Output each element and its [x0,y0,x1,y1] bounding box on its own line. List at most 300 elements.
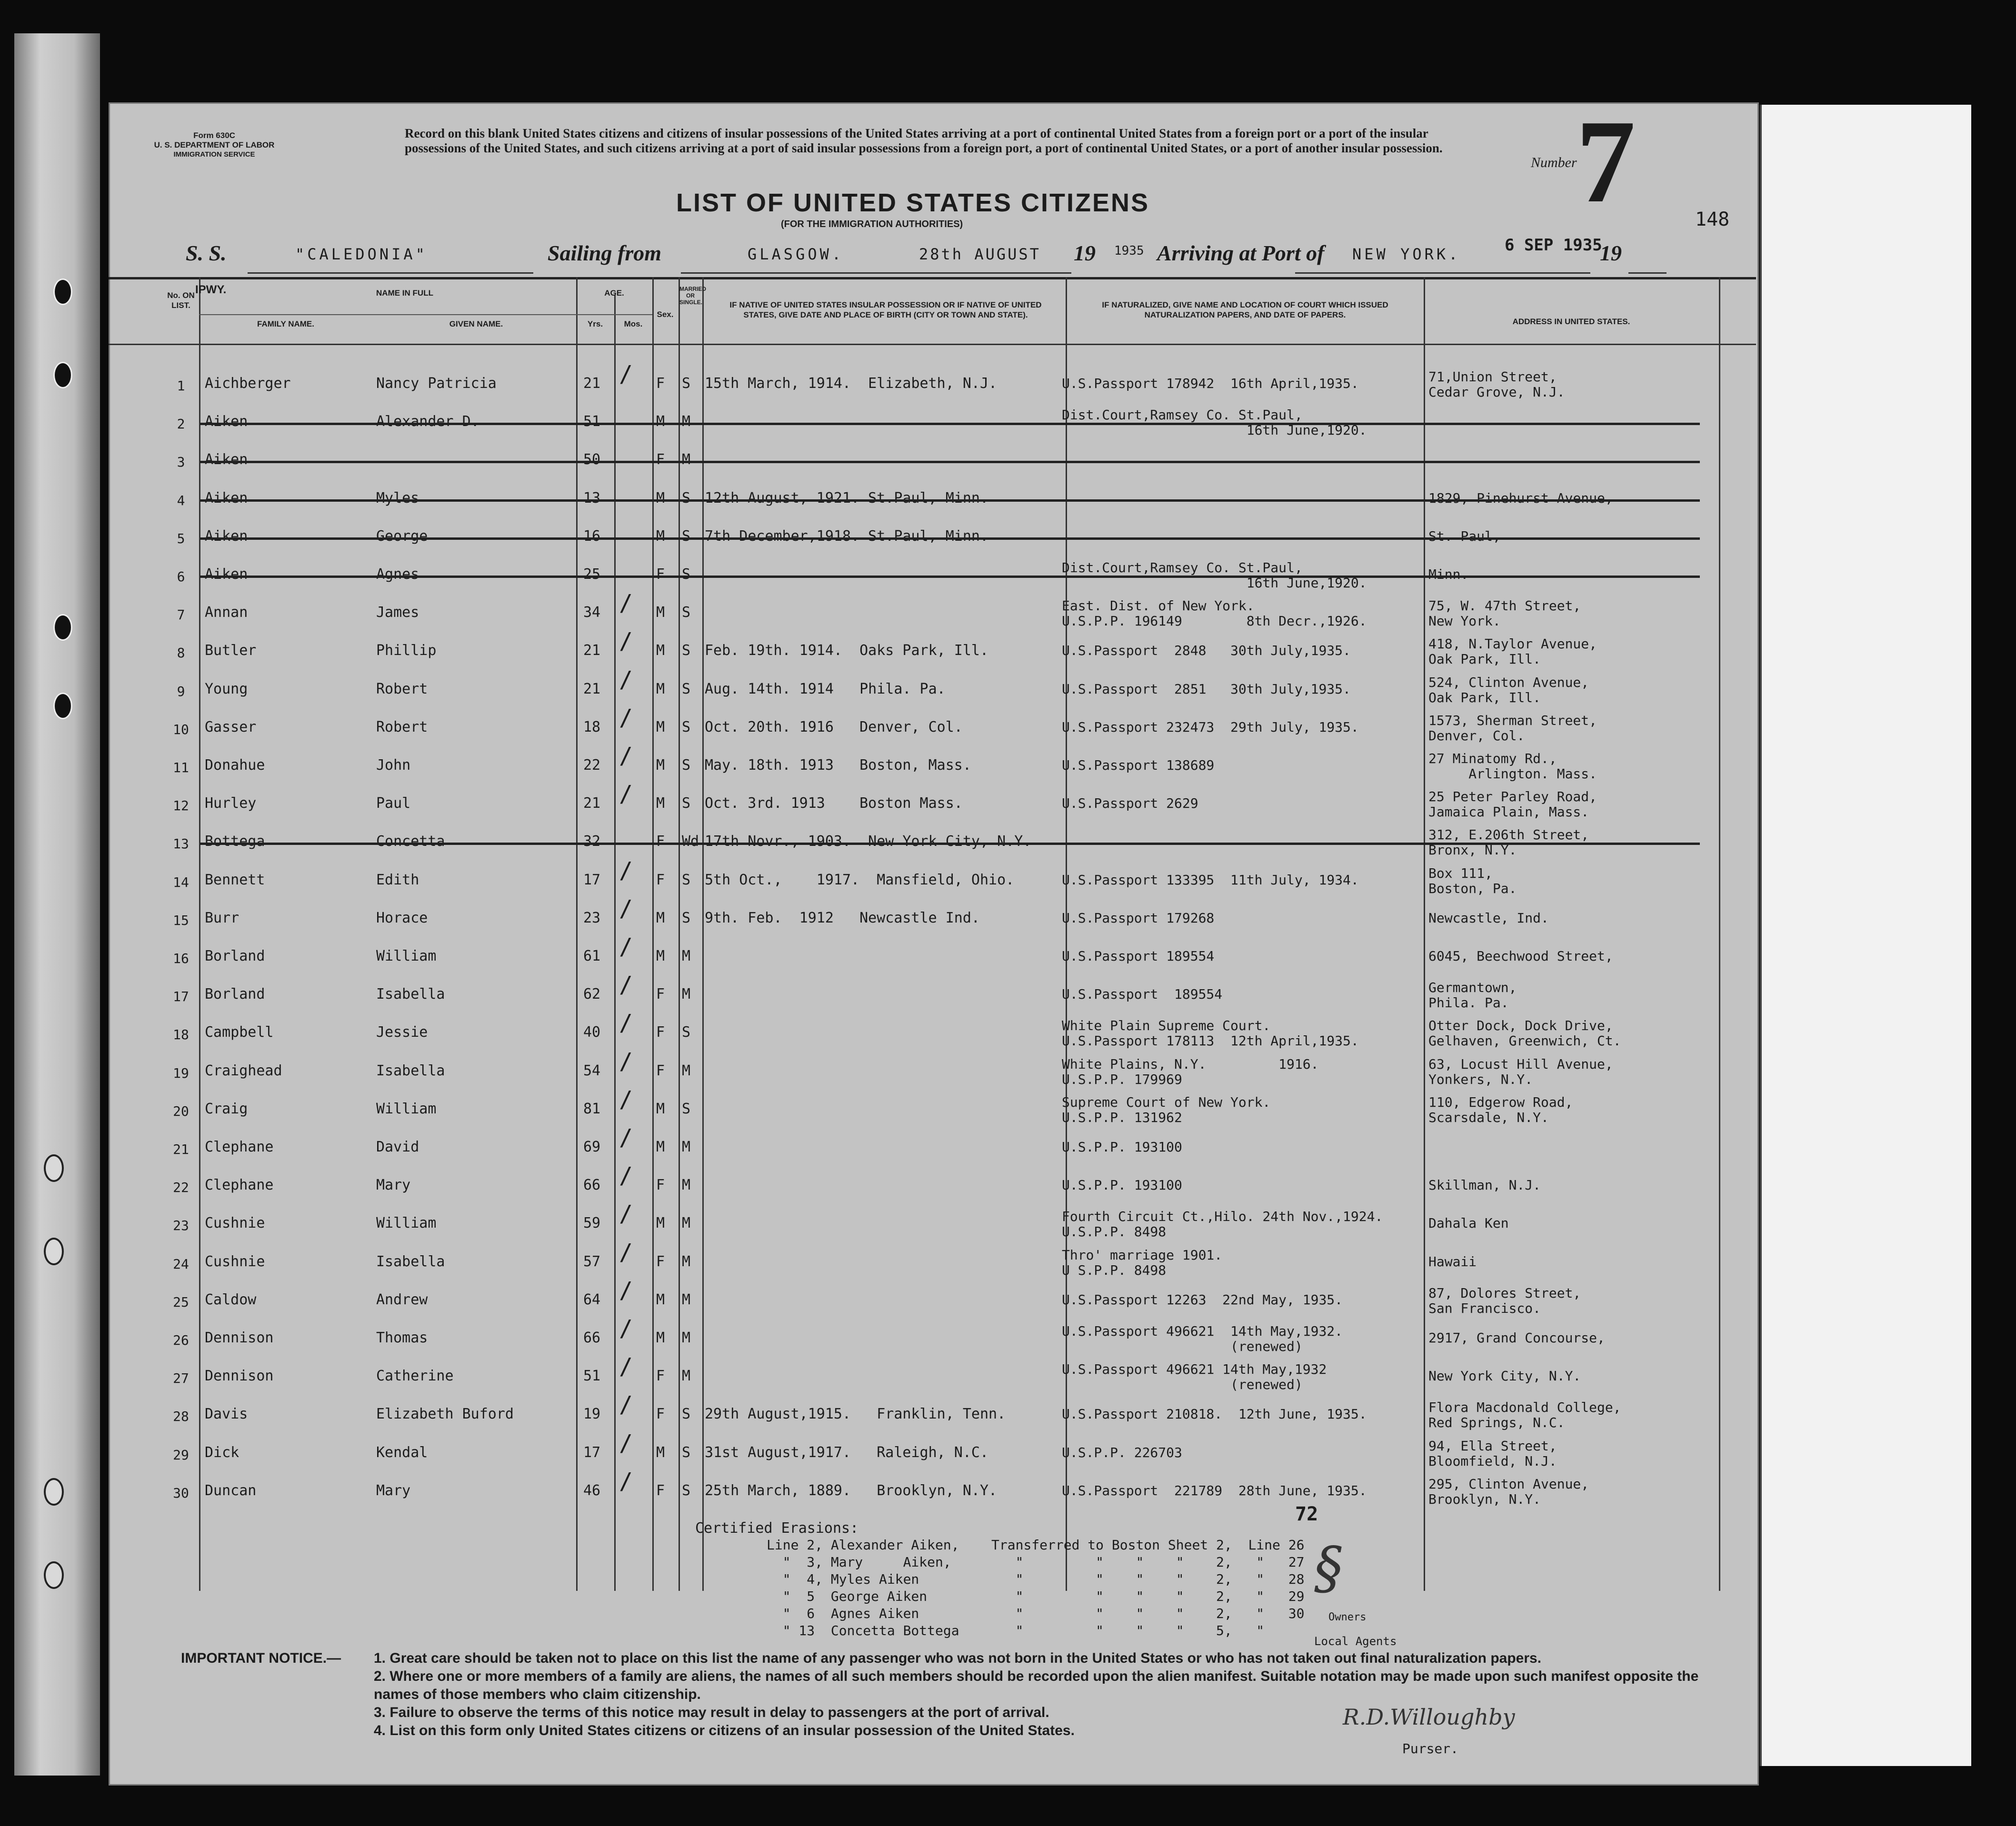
cell-ms: M [682,413,691,430]
cell-given: Horace [376,909,428,926]
cell-nat: U.S.Passport 221789 28th June, 1935. [1062,1482,1367,1499]
department: U. S. DEPARTMENT OF LABOR [154,140,275,149]
strike-through-line [200,423,1700,425]
header-mos: Mos. [624,319,643,328]
cell-family: Aiken [205,527,248,545]
cell-addr: Skillman, N.J. [1428,1177,1541,1193]
row-line-number: 10 [173,721,189,737]
row-line-number: 3 [177,454,185,470]
strike-through-line [200,537,1700,540]
cell-sex: M [656,527,665,545]
cell-given: Agnes [376,566,419,583]
header-naturalized: IF NATURALIZED, GIVE NAME AND LOCATION OF COURT WHICH ISSUED NATURALIZATION PAPERS, AND DATE OF PAPERS. [1102,300,1388,319]
notice-item: 2. Where one or more members of a family are aliens, the names of all such members should be recorded upon the alien manifest. Suitable notation may be made upon such manifest opposite the names of those members who claim citizenship. [374,1668,1699,1702]
cell-family: Craighead [205,1062,282,1079]
cell-nat: U.S.Passport 210818. 12th June, 1935. [1062,1406,1367,1422]
check-tick: / [619,1277,633,1304]
cell-ms: S [682,489,691,506]
cell-age: 21 [583,680,601,697]
row-line-number: 26 [173,1332,189,1348]
cell-nat: U.S.Passport 2848 30th July,1935. [1062,643,1351,659]
col-rule [1719,277,1720,1591]
row-line-number: 23 [173,1218,189,1234]
manifest-sheet [109,96,1759,1786]
cell-given: Kendal [376,1444,428,1461]
cell-given: William [376,1100,437,1117]
cell-age: 34 [583,604,601,621]
cell-age: 23 [583,909,601,926]
cell-given: Alexander D. [376,413,479,430]
cell-sex: F [656,566,665,583]
cell-age: 59 [583,1215,601,1232]
header-yrs: Yrs. [587,319,603,328]
row-line-number: 18 [173,1027,189,1043]
cell-ms: M [682,1177,691,1194]
cell-family: Borland [205,986,265,1003]
cell-birth: 25th March, 1889. Brooklyn, N.Y. [705,1482,998,1499]
cell-ms: M [682,1253,691,1270]
cell-sex: F [656,871,665,888]
check-tick: / [619,895,633,922]
cell-given: William [376,948,437,964]
cell-addr: 312, E.206th Street, Bronx, N.Y. [1428,827,1589,858]
row-line-number: 5 [177,530,185,546]
arriving-label: Arriving at Port of [1157,241,1325,265]
cell-age: 21 [583,795,601,812]
cell-addr: Minn. [1428,566,1469,582]
cell-nat: U.S.Passport 138689 [1062,757,1215,773]
cell-sex: M [656,1139,665,1155]
cell-ms: S [682,757,691,774]
cell-ms: S [682,604,691,621]
row-line-number: 25 [173,1294,189,1310]
cell-ms: M [682,948,691,964]
cell-age: 13 [583,489,601,506]
cell-nat: U.S.Passport 189554 [1062,948,1215,964]
cell-nat: U.S.Passport 178942 16th April,1935. [1062,376,1359,391]
row-line-number: 4 [177,492,185,508]
check-tick: / [619,1315,633,1342]
row-line-number: 29 [173,1447,189,1463]
cell-age: 64 [583,1291,601,1308]
cell-family: Gasser [205,718,257,735]
header-sex: Sex. [657,310,674,319]
cell-sex: M [656,1330,665,1346]
cell-given: David [376,1139,419,1155]
cell-addr: 6045, Beechwood Street, [1428,948,1613,964]
cell-age: 57 [583,1253,601,1270]
cell-addr: Dahala Ken [1428,1215,1509,1231]
col-rule [1424,277,1425,1591]
cell-addr: Flora Macdonald College, Red Springs, N.C. [1428,1399,1621,1431]
cell-family: Caldow [205,1291,257,1308]
cell-sex: M [656,1215,665,1232]
cell-birth: 15th March, 1914. Elizabeth, N.J. [705,375,998,392]
cell-family: Annan [205,604,248,621]
cell-given: Elizabeth Buford [376,1406,514,1423]
cell-family: Aichberger [205,375,291,392]
check-tick: / [619,1239,633,1266]
cell-age: 66 [583,1330,601,1346]
col-rule [679,277,680,1591]
cell-ms: S [682,1482,691,1499]
purser-label: Purser. [1402,1741,1459,1757]
cell-age: 18 [583,718,601,735]
binder-hole [53,614,72,641]
erasion-line: " 5 George Aiken " " " " 2, " 29 [767,1588,1305,1604]
cell-ms: S [682,909,691,926]
cell-nat: U.S.Passport 496621 14th May,1932. (renewed) [1062,1323,1343,1354]
cell-family: Butler [205,642,257,659]
cell-sex: M [656,1291,665,1308]
ship-name: "CALEDONIA" [295,245,428,263]
strike-through-line [200,576,1700,578]
col-rule [614,295,616,1591]
cell-birth: 31st August,1917. Raleigh, N.C. [705,1444,989,1461]
cell-given: John [376,757,411,774]
cell-addr: 87, Dolores Street, San Francisco. [1428,1285,1581,1316]
sailing-label: Sailing from [548,241,662,265]
header-family-name: FAMILY NAME. [257,319,314,328]
cell-nat: White Plains, N.Y. 1916. U.S.P.P. 179969 [1062,1056,1319,1087]
cell-addr: Newcastle, Ind. [1428,910,1549,926]
header-name-in-full: NAME IN FULL [376,288,433,298]
cell-age: 25 [583,566,601,583]
cell-sex: M [656,489,665,506]
cell-family: Aiken [205,566,248,583]
service: IMMIGRATION SERVICE [173,150,255,159]
cell-age: 17 [583,1444,601,1461]
purser-signature: R.D.Willoughby [1343,1704,1515,1730]
cell-family: Bennett [205,871,265,888]
row-line-number: 6 [177,569,185,585]
row-line-number: 2 [177,416,185,432]
cell-age: 69 [583,1139,601,1155]
cell-addr: St. Paul, [1428,528,1501,544]
check-tick: / [619,666,633,693]
header-no-on-list: No. ON LIST. [167,291,195,310]
header-married: MARRIED OR SINGLE. [679,286,706,306]
cell-addr: New York City, N.Y. [1428,1368,1581,1384]
cell-family: Borland [205,948,265,964]
cell-addr: 418, N.Taylor Avenue, Oak Park, Ill. [1428,636,1597,667]
cell-family: Cushnie [205,1215,265,1232]
check-tick: / [619,933,633,960]
row-line-number: 28 [173,1409,189,1425]
cell-given: Myles [376,489,419,506]
cell-birth: Aug. 14th. 1914 Phila. Pa. [705,680,946,697]
cell-age: 16 [583,527,601,545]
row-line-number: 13 [173,836,189,852]
cell-family: Davis [205,1406,248,1423]
cell-family: Aiken [205,451,248,468]
cell-birth: 7th December,1918. St.Paul, Minn. [705,527,989,545]
header-bottom-rule [109,344,1756,345]
cell-sex: F [656,451,665,468]
cell-ms: M [682,451,691,468]
cell-given: Andrew [376,1291,428,1308]
sail-date: 28th AUGUST [919,245,1041,263]
cell-family: Clephane [205,1139,274,1155]
cell-ms: M [682,1139,691,1155]
cell-addr: 25 Peter Parley Road, Jamaica Plain, Mass. [1428,789,1597,820]
cell-age: 54 [583,1062,601,1079]
cell-family: Aiken [205,413,248,430]
cell-given: William [376,1215,437,1232]
cell-family: Dennison [205,1330,274,1346]
erasion-line: " 6 Agnes Aiken " " " " 2, " 30 [767,1606,1305,1621]
cell-nat: U.S.Passport 232473 29th July, 1935. [1062,719,1359,735]
strike-through-line [200,461,1700,463]
year-fill: 1935 [1114,244,1144,258]
cell-birth: 5th Oct., 1917. Mansfield, Ohio. [705,871,1015,888]
cell-addr: 1573, Sherman Street, Denver, Col. [1428,712,1597,744]
check-tick: / [619,1124,633,1151]
cell-ms: S [682,1100,691,1117]
cell-ms: M [682,1330,691,1346]
cell-ms: S [682,795,691,812]
cell-addr: Hawaii [1428,1253,1477,1270]
year-underline [1628,272,1667,274]
page-title: LIST OF UNITED STATES CITIZENS [676,189,1149,217]
cell-family: Craig [205,1100,248,1117]
owners-label: Owners [1328,1611,1367,1623]
cell-birth: 12th August, 1921. St.Paul, Minn. [705,489,989,506]
erasion-signature-stroke: § [1314,1535,1343,1601]
cell-given: Isabella [376,986,445,1003]
cell-family: Young [205,680,248,697]
cell-ms: S [682,566,691,583]
row-line-number: 21 [173,1141,189,1157]
row-line-number: 16 [173,951,189,966]
cell-ms: S [682,375,691,392]
row-line-number: 12 [173,798,189,814]
cell-given: Paul [376,795,411,812]
erasions-total-stamp: 72 [1295,1503,1318,1525]
row-line-number: 8 [177,645,185,661]
cell-given: Robert [376,680,428,697]
cell-sex: F [656,986,665,1003]
cell-age: 22 [583,757,601,774]
cell-ms: M [682,1291,691,1308]
cell-given: Phillip [376,642,437,659]
cell-family: Duncan [205,1482,257,1499]
cell-family: Campbell [205,1024,274,1041]
to-underline [1295,272,1590,274]
binder-hole [44,1561,64,1589]
cell-sex: M [656,413,665,430]
notice-item: 1. Great care should be taken not to place on this list the name of any passenger who was not born in the United States or who has not taken out final naturalization papers. [374,1650,1542,1666]
cell-addr: Box 111, Boston, Pa. [1428,865,1517,896]
cell-given: George [376,527,428,545]
binder-hole [44,1154,64,1182]
erasions-title: Certified Erasions: [695,1520,859,1537]
cell-ms: S [682,871,691,888]
cell-nat: White Plain Supreme Court. U.S.Passport 178113 12th April,1935. [1062,1018,1359,1049]
row-line-number: 27 [173,1370,189,1387]
erasion-line: " 4, Myles Aiken " " " " 2, " 28 [767,1571,1305,1587]
erasion-line: " 13 Concetta Bottega " " " " 5, " [767,1623,1288,1638]
notice-item: 4. List on this form only United States citizens or citizens of an insular possession of the United States. [374,1723,1075,1738]
cell-age: 81 [583,1100,601,1117]
row-line-number: 20 [173,1103,189,1119]
cell-ms: S [682,680,691,697]
cell-ms: Wd [682,833,699,850]
cell-nat: U.S.P.P. 193100 [1062,1139,1182,1155]
cell-given: Isabella [376,1253,445,1270]
cell-age: 61 [583,948,601,964]
cell-ms: S [682,1406,691,1423]
binder-hole [53,693,72,719]
cell-sex: M [656,757,665,774]
cell-given: Jessie [376,1024,428,1041]
cell-given: Edith [376,871,419,888]
cell-nat: U.S.Passport 2851 30th July,1935. [1062,681,1351,697]
cell-age: 51 [583,413,601,430]
cell-given: Concetta [376,833,445,850]
cell-addr: 295, Clinton Avenue, Brooklyn, N.Y. [1428,1476,1589,1507]
ship-underline [248,272,533,274]
cell-nat: East. Dist. of New York. U.S.P.P. 196149 8th Decr.,1926. [1062,598,1367,629]
notice-heading: IMPORTANT NOTICE.— [181,1650,341,1666]
header-given-name: GIVEN NAME. [449,319,503,328]
cell-birth: 29th August,1915. Franklin, Tenn. [705,1406,1006,1423]
cell-sex: M [656,680,665,697]
cell-given: Nancy Patricia [376,375,497,392]
strike-through-line [200,843,1700,845]
cell-ms: M [682,1215,691,1232]
binder-hole [53,362,72,388]
form-number: Form 630C [193,131,235,140]
cell-ms: S [682,642,691,659]
name-subheader-rule [199,314,652,315]
page-stamp: 148 [1695,208,1730,230]
header-age: AGE. [604,288,624,298]
cell-family: Donahue [205,757,265,774]
cell-sex: M [656,909,665,926]
cell-family: Hurley [205,795,257,812]
cell-birth: 17th Novr., 1903. New York City, N.Y. [705,833,1032,850]
cell-sex: M [656,604,665,621]
cell-age: 19 [583,1406,601,1423]
check-tick: / [619,857,633,884]
cell-nat: U.S.Passport 179268 [1062,910,1215,926]
notice-item: 3. Failure to observe the terms of this notice may result in delay to passengers at the port of arrival. [374,1705,1049,1720]
cell-sex: F [656,375,665,392]
erasion-line: Line 2, Alexander Aiken, Transferred to Boston Sheet 2, Line 26 [767,1537,1305,1553]
cell-age: 51 [583,1368,601,1385]
cell-addr: 2917, Grand Concourse, [1428,1330,1605,1346]
cell-nat: U.S.Passport 133395 11th July, 1934. [1062,872,1359,888]
cell-nat: Thro' marriage 1901. U S.P.P. 8498 [1062,1247,1223,1278]
check-tick: / [619,1468,633,1495]
cell-ms: S [682,1024,691,1041]
binder-hole [53,278,72,305]
cell-sex: F [656,1368,665,1385]
cell-addr: 110, Edgerow Road, Scarsdale, N.Y. [1428,1094,1573,1125]
agents-label: Local Agents [1314,1635,1397,1648]
check-tick: / [619,1391,633,1419]
check-tick: / [619,628,633,655]
cell-addr: 94, Ella Street, Bloomfield, N.J. [1428,1438,1557,1469]
cell-family: Dick [205,1444,240,1461]
cell-family: Clephane [205,1177,274,1194]
cell-age: 50 [583,451,601,468]
form-id-block [143,131,286,159]
check-tick: / [619,590,633,617]
check-tick: / [619,1048,633,1075]
check-tick: / [619,1429,633,1457]
cell-addr: 524, Clinton Avenue, Oak Park, Ill. [1428,674,1589,705]
cell-sex: F [656,1482,665,1499]
cell-sex: M [656,642,665,659]
strike-through-line [200,499,1700,502]
cell-nat: Dist.Court,Ramsey Co. St.Paul, 16th June,1920. [1062,407,1367,438]
binder-hole [44,1238,64,1265]
check-tick: / [619,781,633,808]
row-line-number: 11 [173,760,189,775]
cell-age: 21 [583,375,601,392]
cell-sex: M [656,795,665,812]
cell-nat: U.S.Passport 2629 [1062,795,1198,812]
trailing-year: 19 [1600,241,1622,265]
cell-family: Dennison [205,1368,274,1385]
cell-given: Isabella [376,1062,445,1079]
cell-addr: Germantown, Phila. Pa. [1428,980,1517,1011]
cell-given: Catherine [376,1368,454,1385]
cell-nat: Fourth Circuit Ct.,Hilo. 24th Nov.,1924. U.S.P.P. 8498 [1062,1209,1383,1240]
cell-ms: S [682,718,691,735]
cell-sex: M [656,948,665,964]
row-line-number: 9 [177,683,185,699]
cell-family: Burr [205,909,240,926]
cell-ms: M [682,1062,691,1079]
from-port: GLASGOW. [748,245,844,263]
binder-hole [44,1478,64,1506]
page-subtitle: (FOR THE IMMIGRATION AUTHORITIES) [781,219,963,229]
check-tick: / [619,704,633,731]
cell-given: Thomas [376,1330,428,1346]
cell-addr: 1829, Pinehurst Avenue, [1428,490,1613,506]
row-line-number: 7 [177,607,185,623]
check-tick: / [619,1353,633,1380]
cell-sex: F [656,1177,665,1194]
cell-given: Mary [376,1177,411,1194]
cell-addr: Otter Dock, Dock Drive, Gelhaven, Greenwich, Ct. [1428,1018,1621,1049]
ss-label: S. S. [186,241,227,265]
cell-nat: U.S.P.P. 226703 [1062,1444,1182,1460]
number-label: Number [1531,155,1577,170]
cell-family: Cushnie [205,1253,265,1270]
facing-page [1760,105,1971,1766]
arrival-date-stamp: 6 SEP 1935 [1505,236,1602,255]
check-tick: / [619,1010,633,1037]
cell-birth: 9th. Feb. 1912 Newcastle Ind. [705,909,980,926]
cell-age: 62 [583,986,601,1003]
intro-text: Record on this blank United States citizens and citizens of insular possessions of the United States arriving at a port of continental United States from a foreign port or a port of the insular possessions of the United States, and such citizens arriving at a port of said insular possessions from a foreign port, a port of continental United States, or a port of another insular possession. [405,126,1443,155]
cell-age: 66 [583,1177,601,1194]
cell-birth: Feb. 19th. 1914. Oaks Park, Ill. [705,642,989,659]
check-tick: / [619,972,633,999]
cell-nat: Dist.Court,Ramsey Co. St.Paul, 16th June,1920. [1062,560,1367,591]
cell-sex: F [656,833,665,850]
check-tick: / [619,1086,633,1113]
check-tick: / [619,361,633,387]
cell-sex: M [656,1100,665,1117]
cell-age: 46 [583,1482,601,1499]
class-stamp: IPWY. [195,283,227,296]
check-tick: / [619,743,633,769]
